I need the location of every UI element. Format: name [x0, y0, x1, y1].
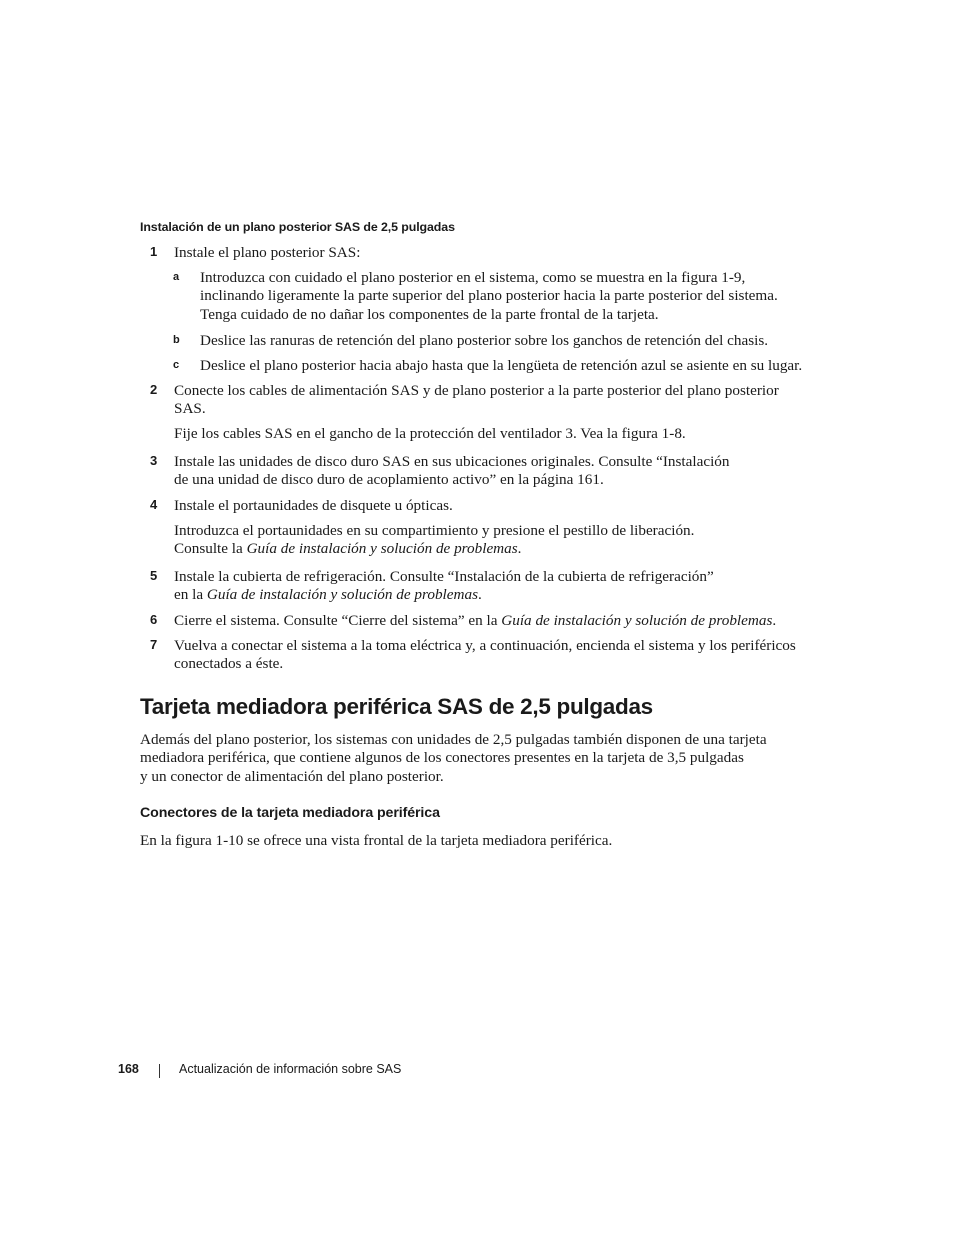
procedure-subheading: Instalación de un plano posterior SAS de 2,5 pulgadas — [140, 220, 455, 234]
subsection-body: En la figura 1-10 se ofrece una vista frontal de la tarjeta mediadora periférica. — [140, 832, 613, 849]
step-4-note-line: Introduzca el portaunidades en su compartimiento y presione el pestillo de liberación. — [174, 522, 695, 539]
step-1-number: 1 — [150, 244, 158, 259]
step-2-note: Fije los cables SAS en el gancho de la protección del ventilador 3. Vea la figura 1-8. — [174, 425, 686, 442]
step-5-post: . — [477, 586, 482, 604]
step-4-note-pre: Consulte la — [174, 540, 247, 558]
section-body-line: y un conector de alimentación del plano posterior. — [140, 767, 444, 785]
step-4-text: Instale el portaunidades de disquete u ópticas. — [174, 497, 453, 514]
step-5-pre: en la — [174, 586, 207, 604]
step-3-line: Instale las unidades de disco duro SAS en sus ubicaciones originales. Consulte “Instalación — [174, 453, 730, 470]
step-1a-line: Introduzca con cuidado el plano posterior en el sistema, como se muestra en la figura 1-9, — [200, 269, 746, 286]
step-6-text — [174, 612, 824, 630]
step-5-line — [174, 586, 824, 604]
page-number: 168 — [118, 1062, 139, 1076]
step-6-number: 6 — [150, 612, 158, 627]
step-1b-text: Deslice las ranuras de retención del plano posterior sobre los ganchos de retención del chasis. — [200, 332, 769, 349]
step-6-pre: Cierre el sistema. Consulte “Cierre del sistema” en la — [174, 612, 502, 629]
step-4-note-post: . — [517, 540, 522, 558]
step-4-note — [174, 522, 824, 559]
subsection-title: Conectores de la tarjeta mediadora periférica — [140, 805, 440, 821]
step-7-text — [174, 637, 824, 674]
footer-divider — [159, 1064, 160, 1078]
section-body — [140, 731, 820, 786]
step-1a-line: inclinando ligeramente la parte superior del plano posterior hacia la parte posterior del sistema. — [200, 287, 778, 305]
step-2-number: 2 — [150, 382, 158, 397]
step-1b-letter: b — [173, 334, 180, 346]
step-3-number: 3 — [150, 453, 158, 468]
footer-chapter-title: Actualización de información sobre SAS — [179, 1062, 402, 1076]
step-4-note-line — [174, 540, 824, 558]
step-4-number: 4 — [150, 497, 158, 512]
guide-title: Guía de instalación y solución de problemas — [246, 540, 518, 558]
step-5-text — [174, 568, 824, 605]
step-5-line: Instale la cubierta de refrigeración. Consulte “Instalación de la cubierta de refrigeración” — [174, 568, 714, 585]
step-7-line: conectados a éste. — [174, 655, 284, 673]
guide-title: Guía de instalación y solución de problemas — [206, 586, 478, 604]
step-3-line: de una unidad de disco duro de acoplamiento activo” en la página 161. — [174, 471, 604, 489]
step-7-line: Vuelva a conectar el sistema a la toma eléctrica y, a continuación, encienda el sistema y los periféricos — [174, 637, 796, 654]
step-6-post: . — [772, 612, 777, 629]
section-body-line: mediadora periférica, que contiene algunos de los conectores presentes en la tarjeta de 3,5 pulgadas — [140, 749, 744, 767]
step-1a-letter: a — [173, 271, 180, 283]
step-1a-text — [200, 269, 825, 324]
step-2-text — [174, 382, 824, 419]
step-1c-letter: c — [173, 359, 180, 371]
section-body-line: Además del plano posterior, los sistemas con unidades de 2,5 pulgadas también disponen de una tarjeta — [140, 731, 767, 748]
step-1-text: Instale el plano posterior SAS: — [174, 244, 361, 261]
step-1c-text: Deslice el plano posterior hacia abajo hasta que la lengüeta de retención azul se asiente en su lugar. — [200, 357, 803, 374]
step-5-number: 5 — [150, 568, 158, 583]
step-3-text — [174, 453, 824, 490]
step-7-number: 7 — [150, 637, 158, 652]
step-2-line: SAS. — [174, 400, 206, 418]
step-2-line: Conecte los cables de alimentación SAS y de plano posterior a la parte posterior del plano posterior — [174, 382, 779, 399]
step-1a-line: Tenga cuidado de no dañar los componentes de la parte frontal de la tarjeta. — [200, 305, 659, 323]
guide-title: Guía de instalación y solución de problemas — [501, 612, 773, 629]
section-title: Tarjeta mediadora periférica SAS de 2,5 pulgadas — [140, 694, 653, 719]
